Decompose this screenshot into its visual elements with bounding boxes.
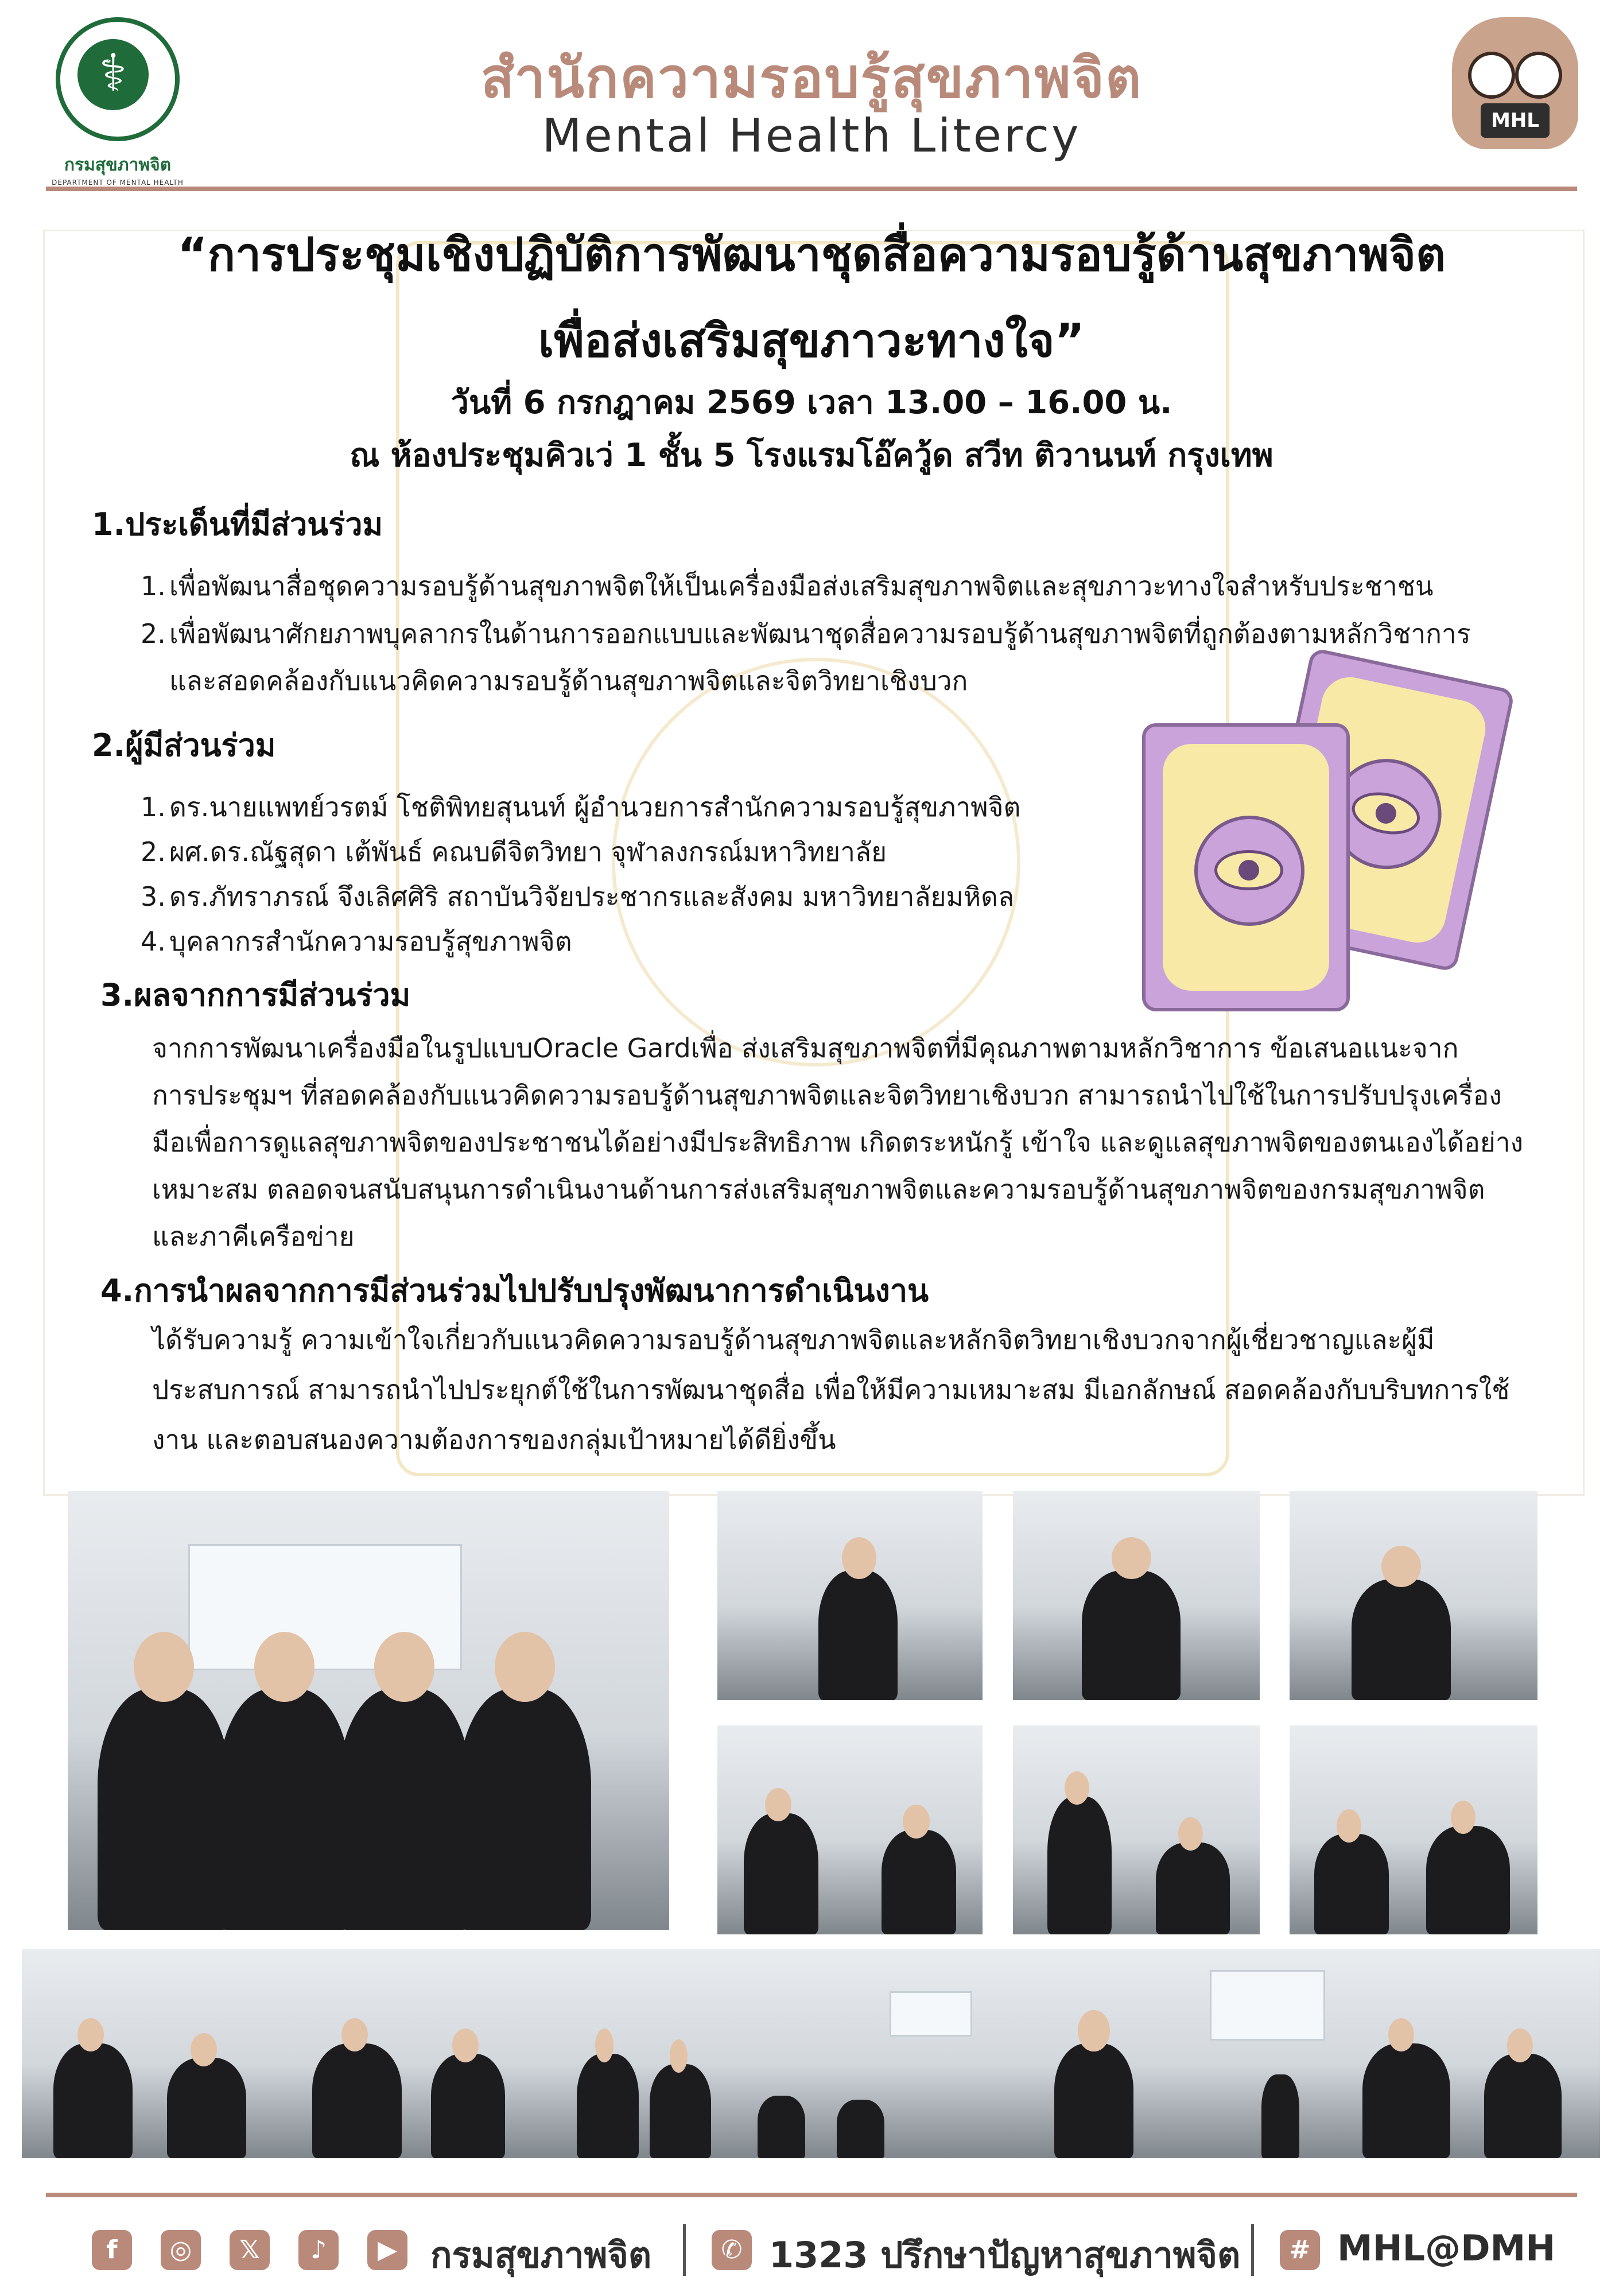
- event-venue: ณ ห้องประชุมคิวเว่ 1 ชั้น 5 โรงแรมโอ๊ควู้ด สวีท ติวานนท์ กรุงเทพ: [350, 437, 1273, 474]
- footer-hashtag: MHL@DMH: [1337, 2227, 1556, 2269]
- oracle-card-eye-icon: [1142, 723, 1350, 1011]
- event-photo: [22, 1949, 286, 2158]
- list-item: [141, 876, 1014, 918]
- footer-separator: [1251, 2224, 1254, 2276]
- list-item: [141, 921, 572, 963]
- list-item-text: ผศ.ดร.ณัฐสุดา เต้พันธ์ คณบดีจิตวิทยา จุฬาลงกรณ์มหาวิทยาลัย: [169, 836, 887, 867]
- list-item-text: เพื่อพัฒนาศักยภาพบุคลากรในด้านการออกแบบและพัฒนาชุดสื่อความรอบรู้ด้านสุขภาพจิตที่ถูกต้องตามหลักวิชาการ: [169, 618, 1471, 649]
- section4-line: ได้รับความรู้ ความเข้าใจเกี่ยวกับแนวคิดความรอบรู้ด้านสุขภาพจิตและหลักจิตวิทยาเชิงบวกจากผู้เชี่ยวชาญและผู้มี: [152, 1324, 1435, 1355]
- list-item-text: บุคลากรสำนักความรอบรู้สุขภาพจิต: [169, 926, 572, 957]
- event-photo: [286, 1949, 550, 2158]
- event-photo: [731, 1949, 995, 2158]
- event-photo: [1290, 1725, 1537, 1934]
- footer-org-name: กรมสุขภาพจิต: [430, 2234, 652, 2276]
- footer-hotline: 1323 ปรึกษาปัญหาสุขภาพจิต: [769, 2234, 1241, 2276]
- mhl-badge: MHL: [1481, 103, 1550, 138]
- list-item-text: เพื่อพัฒนาสื่อชุดความรอบรู้ด้านสุขภาพจิตให้เป็นเครื่องมือส่งเสริมสุขภาพจิตและสุขภาวะทางใจสำหรับประชาชน: [169, 571, 1434, 602]
- section3-heading: 3.ผลจากการมีส่วนร่วม: [100, 977, 411, 1013]
- youtube-icon[interactable]: ▶: [367, 2230, 407, 2270]
- event-photo: [995, 1949, 1193, 2158]
- event-photo: [550, 1949, 731, 2158]
- section3-line: การประชุมฯ ที่สอดคล้องกับแนวคิดความรอบรู้ด้านสุขภาพจิตและจิตวิทยาเชิงบวก สามารถนำไปใช้ในการปรับปรุงเครื่อง: [152, 1080, 1502, 1111]
- tiktok-icon[interactable]: ♪: [298, 2230, 339, 2270]
- footer-divider: [46, 2193, 1577, 2197]
- event-photo: [1013, 1725, 1260, 1934]
- event-title-line2: เพื่อส่งเสริมสุขภาวะทางใจ”: [538, 314, 1085, 367]
- list-item-number: 2.: [141, 836, 166, 867]
- event-date: วันที่ 6 กรกฎาคม 2569 เวลา 13.00 – 16.00 น.: [451, 384, 1172, 421]
- office-title-thai: สำนักความรอบรู้สุขภาพจิต: [480, 46, 1143, 110]
- list-item-number: 2.: [141, 618, 166, 649]
- instagram-icon[interactable]: ◎: [161, 2230, 201, 2270]
- event-photo: [1193, 1949, 1365, 2158]
- event-photo: [1290, 1491, 1537, 1700]
- event-photo: [717, 1725, 983, 1934]
- event-photo: [1342, 1949, 1600, 2158]
- section3-line: เหมาะสม ตลอดจนสนับสนุนการดำเนินงานด้านการส่งเสริมสุขภาพจิตและความรอบรู้ด้านสุขภาพจิตของกรมสุขภาพจิต: [152, 1174, 1485, 1205]
- facebook-icon[interactable]: f: [92, 2230, 132, 2270]
- list-item: [141, 565, 1433, 607]
- department-logo-subtext: DEPARTMENT OF MENTAL HEALTH: [52, 179, 184, 187]
- department-logo-text: กรมสุขภาพจิต: [64, 155, 172, 175]
- oracle-cards-illustration: [1142, 666, 1498, 1022]
- section2-heading: 2.ผู้มีส่วนร่วม: [92, 727, 276, 763]
- group-photo: [68, 1491, 669, 1930]
- header-divider: [46, 187, 1577, 191]
- list-item-number: 3.: [141, 881, 166, 912]
- page-header: [0, 0, 1623, 189]
- owl-mascot-icon: [1452, 17, 1578, 149]
- section3-line: มือเพื่อการดูแลสุขภาพจิตของประชาชนได้อย่างมีประสิทธิภาพ เกิดตระหนักรู้ เข้าใจ และดูแลสุขภาพจิตของตนเองได้อย่าง: [152, 1127, 1524, 1158]
- section3-line: จากการพัฒนาเครื่องมือในรูปแบบOracle Gardเพื่อ ส่งเสริมสุขภาพจิตที่มีคุณภาพตามหลักวิชาการ ข้อเสนอแนะจาก: [152, 1033, 1459, 1064]
- list-item-number: 1.: [141, 792, 166, 823]
- event-photo: [717, 1491, 983, 1700]
- event-photo: [1013, 1491, 1260, 1700]
- section4-heading: 4.การนำผลจากการมีส่วนร่วมไปปรับปรุงพัฒนาการดำเนินงาน: [100, 1273, 929, 1309]
- event-title-line1: “การประชุมเชิงปฏิบัติการพัฒนาชุดสื่อความรอบรู้ด้านสุขภาพจิต: [177, 228, 1446, 281]
- office-title-english: Mental Health Litercy: [542, 109, 1081, 162]
- list-item-number: 1.: [141, 571, 166, 602]
- footer-separator: [683, 2224, 686, 2276]
- list-item-continuation: และสอดคล้องกับแนวคิดความรอบรู้ด้านสุขภาพจิตและจิตวิทยาเชิงบวก: [169, 665, 968, 696]
- mhl-owl-logo: [1446, 17, 1584, 166]
- list-item-text: ดร.นายแพทย์วรตม์ โชติพิทยสุนนท์ ผู้อำนวยการสำนักความรอบรู้สุขภาพจิต: [169, 792, 1021, 823]
- section4-line: งาน และตอบสนองความต้องการของกลุ่มเป้าหมายได้ดียิ่งขึ้น: [152, 1424, 836, 1455]
- list-item: [141, 831, 887, 873]
- section3-line: และภาคีเครือข่าย: [152, 1221, 355, 1252]
- list-item-number: 4.: [141, 926, 166, 957]
- list-item: [141, 613, 1471, 655]
- x-icon[interactable]: 𝕏: [230, 2230, 270, 2270]
- hashtag-icon: #: [1280, 2230, 1320, 2270]
- phone-icon: ✆: [712, 2230, 752, 2270]
- page-footer: [86, 2221, 1555, 2279]
- list-item: [141, 786, 1020, 828]
- section1-heading: 1.ประเด็นที่มีส่วนร่วม: [92, 506, 383, 542]
- section4-line: ประสบการณ์ สามารถนำไปประยุกต์ใช้ในการพัฒนาชุดสื่อ เพื่อให้มีความเหมาะสม มีเอกลักษณ์ สอดคล้องกับบริบทการใช้: [152, 1374, 1510, 1405]
- list-item-text: ดร.ภัทราภรณ์ จึงเลิศศิริ สถาบันวิจัยประชากรและสังคม มหาวิทยาลัยมหิดล: [169, 881, 1015, 912]
